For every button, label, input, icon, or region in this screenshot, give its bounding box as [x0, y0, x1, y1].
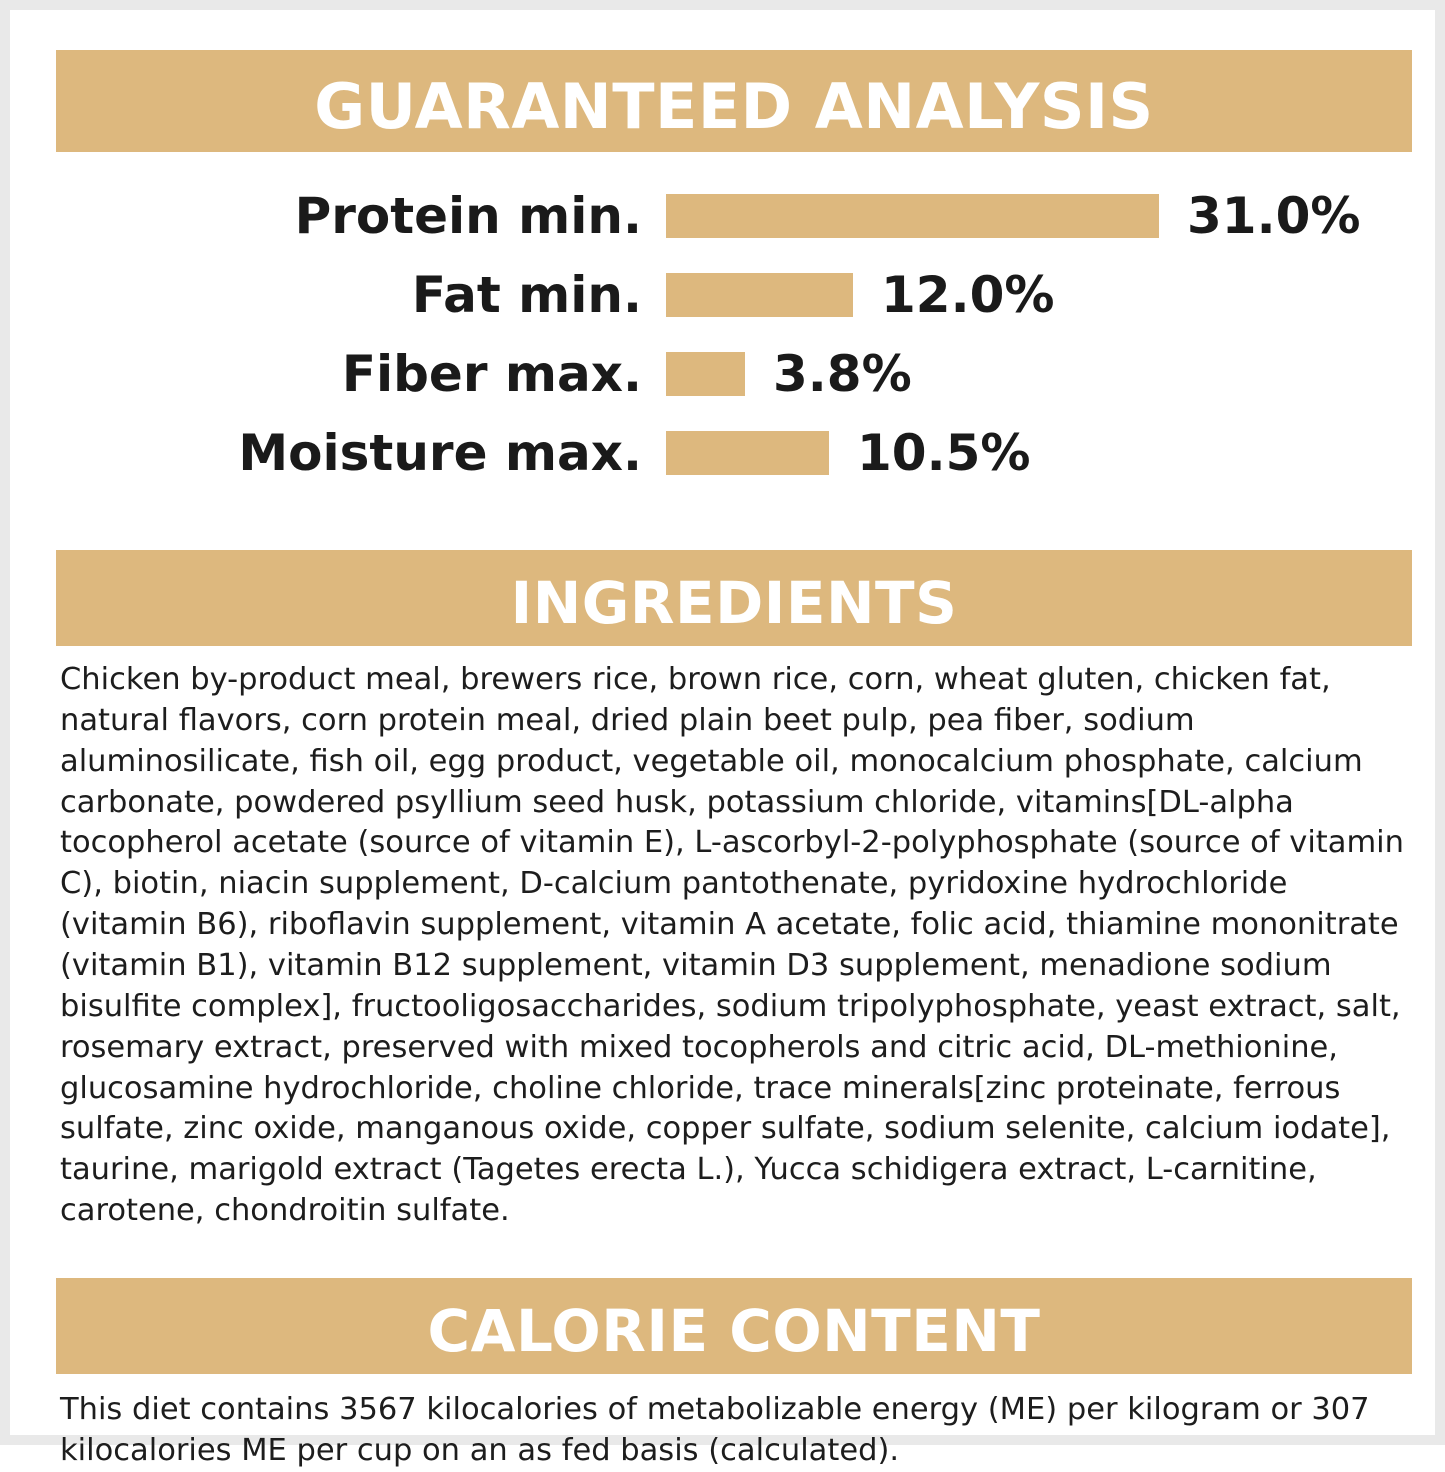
chart-label-fat: Fat min. [411, 265, 642, 324]
ingredients-heading: INGREDIENTS [56, 550, 1412, 646]
chart-value-moisture: 10.5% [857, 423, 1031, 482]
chart-bar-group-fiber [666, 345, 912, 403]
calorie-content-heading: CALORIE CONTENT [56, 1278, 1412, 1374]
chart-value-protein: 31.0% [1187, 186, 1361, 245]
chart-row-protein [56, 176, 1412, 255]
chart-bar-moisture [666, 431, 829, 475]
chart-label-moisture: Moisture max. [238, 423, 642, 482]
guaranteed-analysis-chart [56, 176, 1412, 492]
chart-value-fiber: 3.8% [773, 344, 912, 403]
section-spacer [56, 516, 1412, 550]
chart-row-fat [56, 255, 1412, 334]
chart-bar-group-fat [666, 266, 1054, 324]
chart-label-fiber: Fiber max. [341, 344, 642, 403]
chart-bar-fiber [666, 352, 745, 396]
chart-bar-group-protein [666, 187, 1360, 245]
chart-row-fiber [56, 334, 1412, 413]
guaranteed-analysis-heading: GUARANTEED ANALYSIS [56, 50, 1412, 152]
chart-value-fat: 12.0% [881, 265, 1055, 324]
section-spacer-2 [56, 1248, 1412, 1278]
ingredients-text: Chicken by-product meal, brewers rice, brown rice, corn, wheat gluten, chicken fat, natural flavors, corn protein meal, dried plain beet pulp, pea fiber, sodium aluminosilicate, fish oil, egg product, vegetable oil, monocalcium phosphate, calcium carbonate, powdered psyllium seed husk, potassium chloride, vitamins[DL-alpha tocopherol acetate (source of vitamin E), L-ascorbyl-2-polyphosphate (source of vitamin C), biotin, niacin supplement, D-calcium pantothenate, pyridoxine hydrochloride (vitamin B6), riboflavin supplement, vitamin A acetate, folic acid, thiamine mononitrate (vitamin B1), vitamin B12 supplement, vitamin D3 supplement, menadione sodium bisulfite complex], fructooligosaccharides, sodium tripolyphosphate, yeast extract, salt, rosemary extract, preserved with mixed tocopherols and citric acid, DL-methionine, glucosamine hydrochloride, choline chloride, trace minerals[zinc proteinate, ferrous sulfate, zinc oxide, manganous oxide, copper sulfate, sodium selenite, calcium iodate], taurine, marigold extract (Tagetes erecta L.), Yucca schidigera extract, L-carnitine, carotene, chondroitin sulfate. [60, 662, 1404, 1229]
label-content [56, 50, 1412, 1472]
chart-row-moisture [56, 413, 1412, 492]
chart-bar-fat [666, 273, 853, 317]
chart-bar-protein [666, 194, 1159, 238]
calorie-content-text: This diet contains 3567 kilocalories of metabolizable energy (ME) per kilogram or 307 kilocalories ME per cup on an as fed basis (calculated). [60, 1392, 1370, 1468]
chart-label-protein: Protein min. [294, 186, 642, 245]
chart-bar-group-moisture [666, 424, 1030, 482]
